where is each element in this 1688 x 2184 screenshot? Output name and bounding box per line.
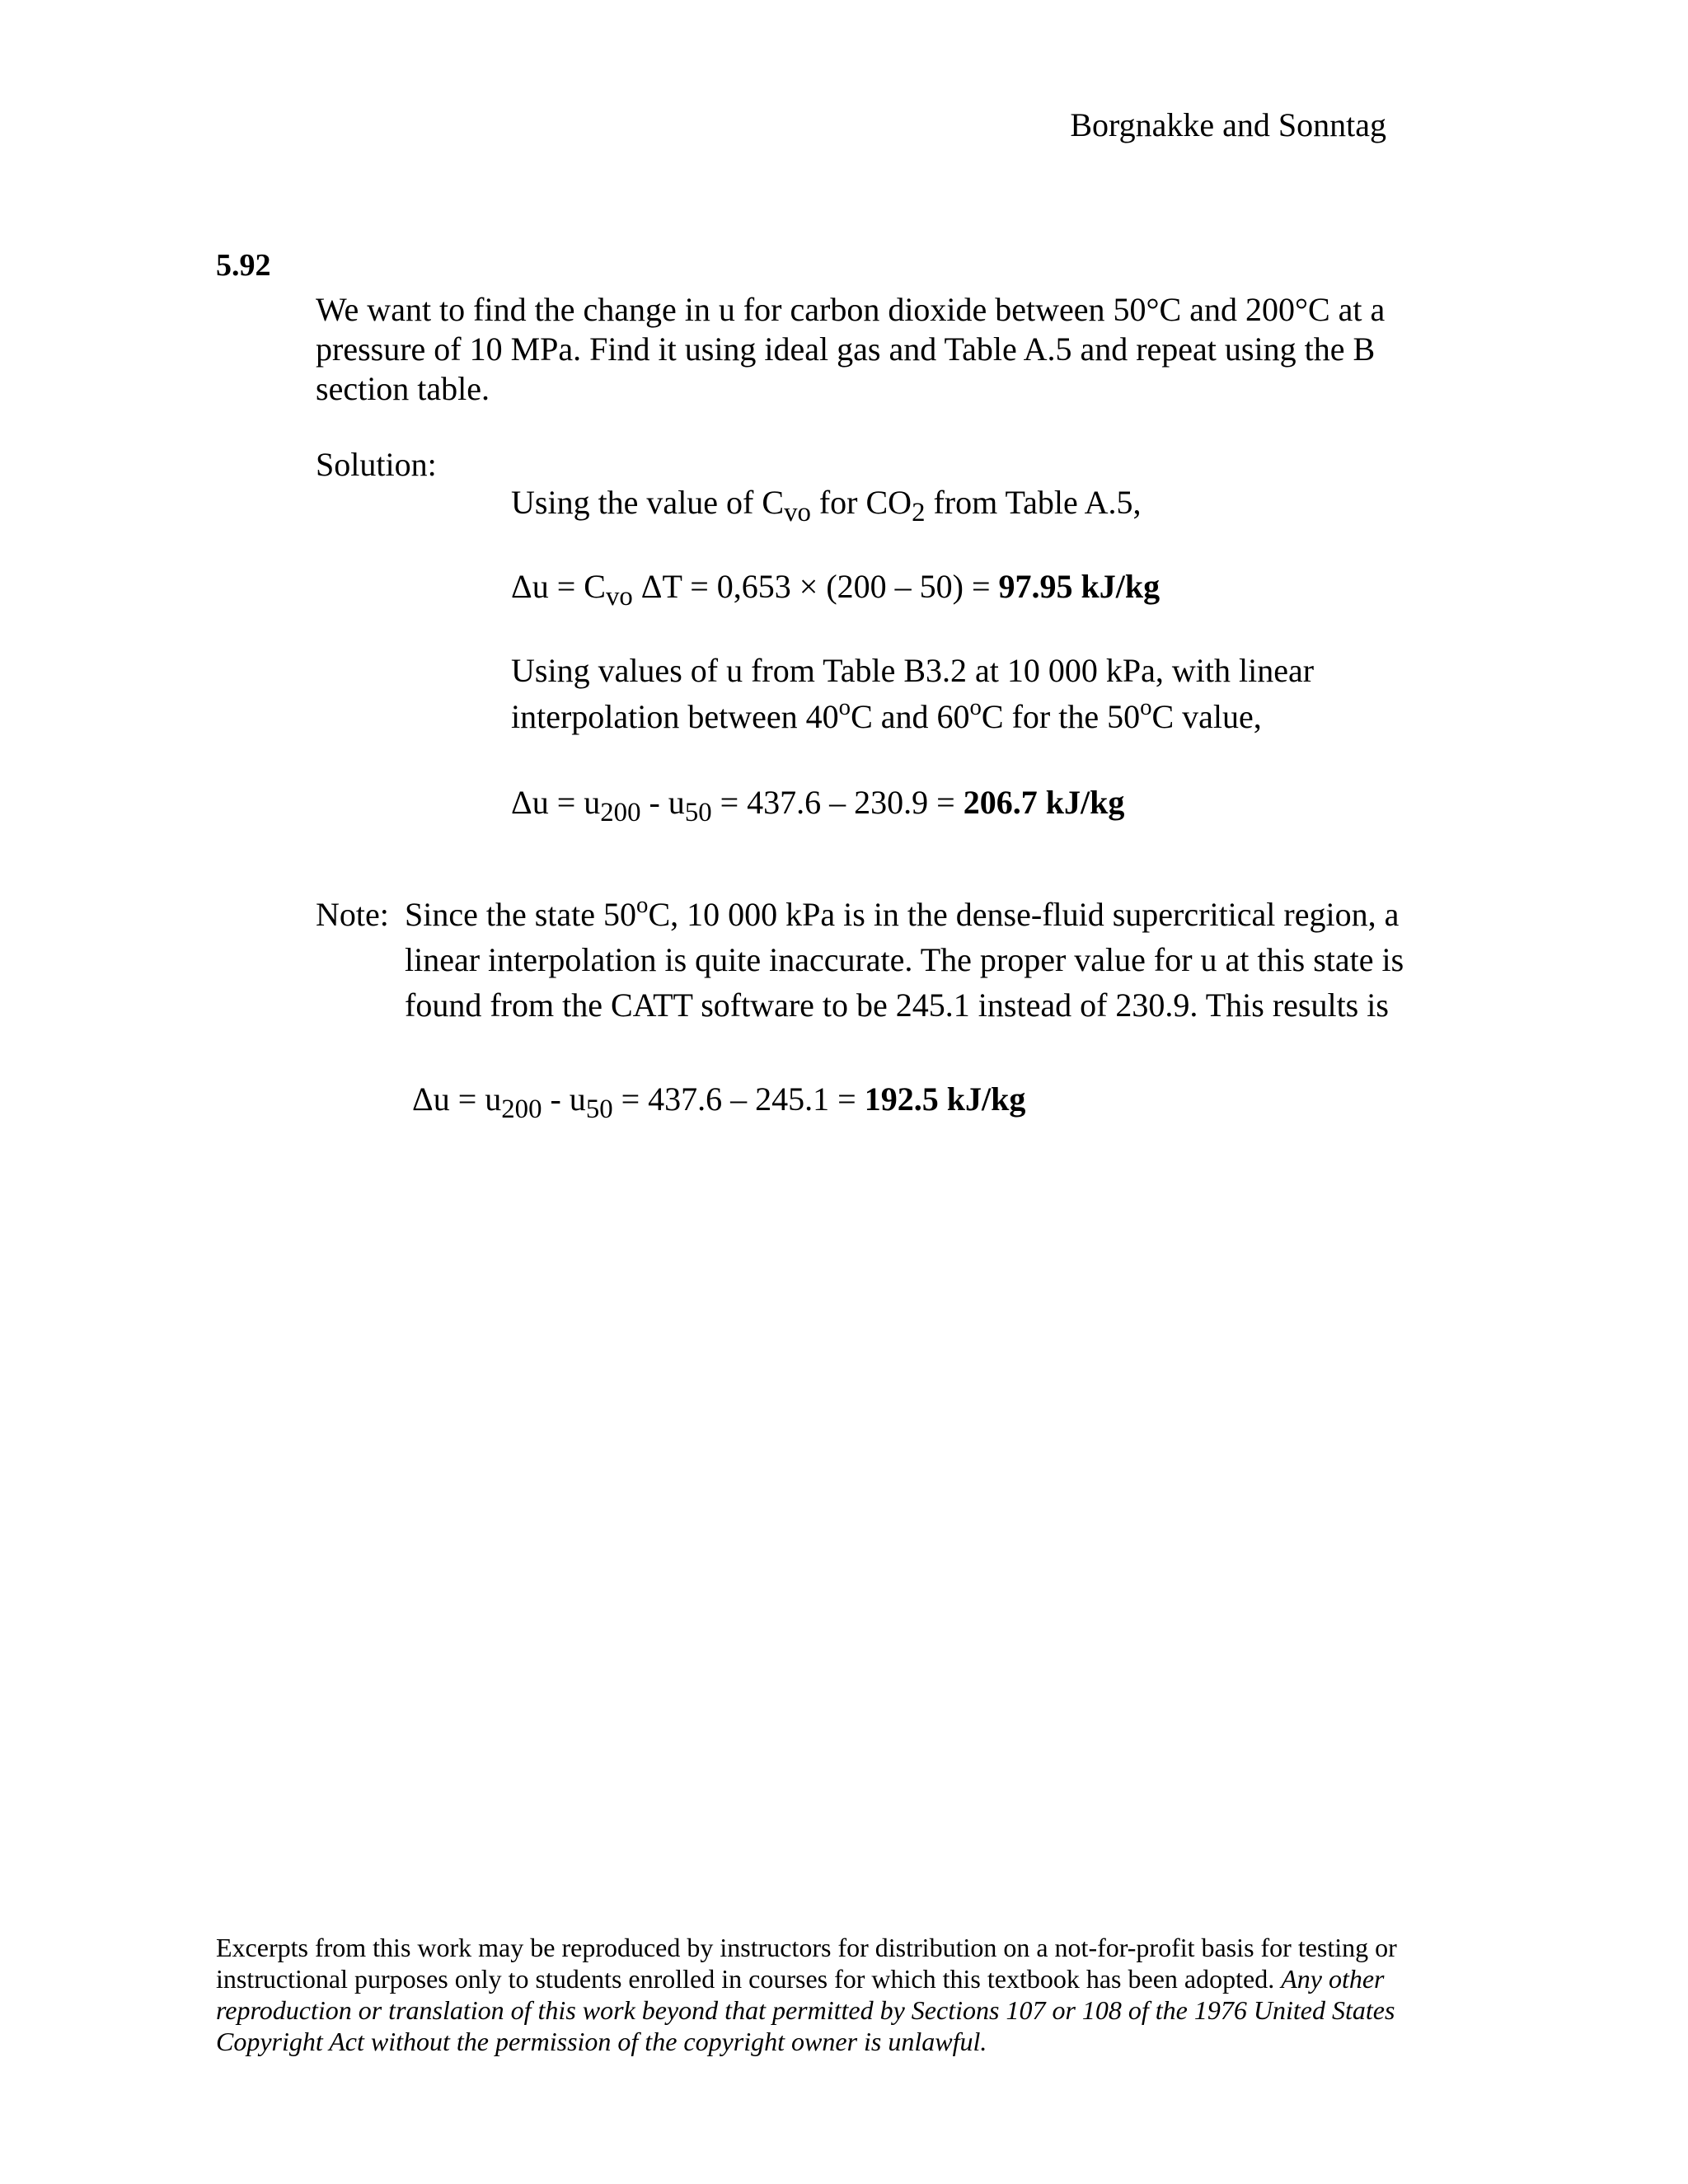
catt-equation: $\Delta u = u_{200} - u_{50} = 437.6 - 245.1 = 192.5$ kJ/kg xyxy=(412,1080,1026,1125)
ideal-gas-equation: $\Delta u = C_{vo}$ ΔT = 0,653 × (200 – 50) = 97.95 kJ/kg xyxy=(511,568,1160,612)
note-line-1: Since the state 50$^o$C, 10 000 kPa is in the dense-fluid supercritical region, a xyxy=(405,892,1400,933)
footer-line-2: instructional purposes only to students enrolled in courses for which this textbook has been adopted. Any other xyxy=(216,1964,1385,1994)
table-b-result: 206.7 kJ/kg xyxy=(963,784,1125,821)
page-header-authors: Borgnakke and Sonntag xyxy=(1070,106,1386,143)
statement-line-1: We want to find the change in u for carbon dioxide between 50°C and 200°C at a xyxy=(316,291,1386,328)
problem-statement xyxy=(316,290,1404,409)
note-label: Note: xyxy=(316,896,389,933)
interpolation-line: interpolation between 40$^o$C and 60$^o$C for the 50$^o$C value, xyxy=(511,694,1262,735)
statement-line-3: section table. xyxy=(316,370,490,407)
catt-result: 192.5 kJ/kg xyxy=(864,1080,1026,1118)
footer-line-4: Copyright Act without the permission of the copyright owner is unlawful. xyxy=(216,2027,987,2056)
table-b-intro-line: Using values of u from Table B3.2 at 10 000 kPa, with linear xyxy=(511,652,1315,689)
note-line-2: linear interpolation is quite inaccurate. The proper value for u at this state is xyxy=(405,941,1404,978)
problem-number: 5.92 xyxy=(216,248,271,283)
footer-line-1: Excerpts from this work may be reproduced by instructors for distribution on a not-for-profit basis for testing or xyxy=(216,1933,1397,1962)
solution-cv-intro-line: Using the value of $C_{vo}$ for $CO_2$ from Table A.5, xyxy=(511,484,1142,528)
table-b-equation: $\Delta u = u_{200} - u_{50} = 437.6 - 230.9 = 206.7$ kJ/kg xyxy=(511,784,1125,828)
footer-line-3: reproduction or translation of this work beyond that permitted by Sections 107 or 108 of the 1976 United States xyxy=(216,1995,1395,2025)
copyright-footer xyxy=(216,1932,1469,2057)
statement-line-2: pressure of 10 MPa. Find it using ideal gas and Table A.5 and repeat using the B xyxy=(316,330,1376,368)
ideal-gas-result: 97.95 kJ/kg xyxy=(998,568,1160,605)
solution-label: Solution: xyxy=(316,446,437,483)
note-line-3: found from the CATT software to be 245.1 instead of 230.9. This results is xyxy=(405,987,1389,1024)
